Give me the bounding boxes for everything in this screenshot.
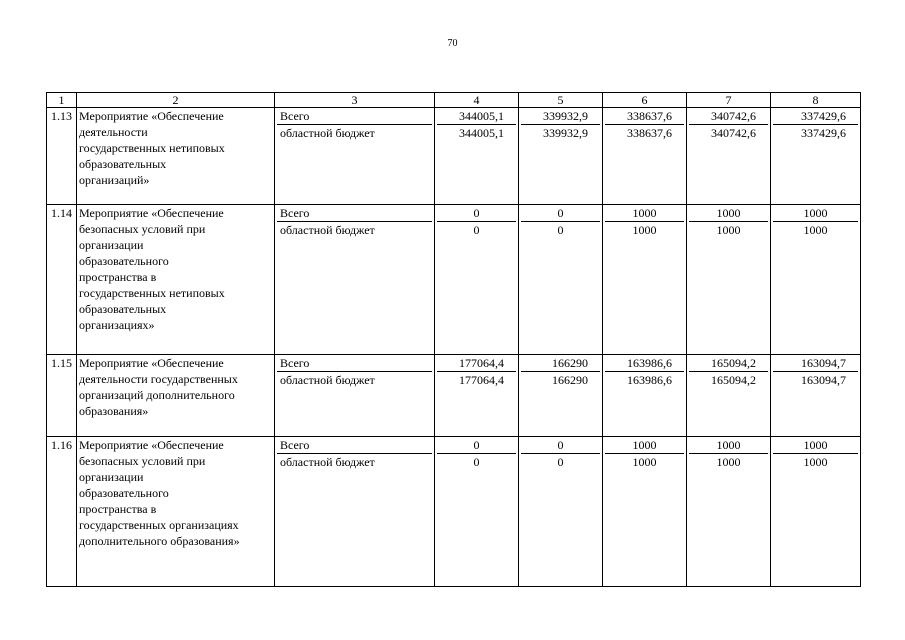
- table-row: [47, 437, 861, 587]
- value: 344005,1: [459, 126, 504, 140]
- funding-source-label: Всего: [277, 437, 432, 454]
- description-line: организаций дополнительного: [79, 388, 235, 402]
- value-cell-6: [603, 108, 687, 205]
- description-line: пространства в: [79, 502, 157, 516]
- header-cell: 3: [275, 93, 435, 108]
- value: 1000: [689, 437, 768, 454]
- value: 1000: [803, 223, 828, 237]
- funding-source-label: областной бюджет: [280, 126, 375, 140]
- value: 338637,6: [627, 126, 672, 140]
- measure-description: [77, 355, 275, 437]
- value: 163094,7: [773, 355, 858, 372]
- row-number: 1.13: [47, 108, 77, 205]
- header-cell: 4: [435, 93, 519, 108]
- description-line: образовательных: [79, 157, 167, 171]
- value: 177064,4: [459, 373, 504, 387]
- value: 337429,6: [801, 126, 846, 140]
- value-cell-5: [519, 437, 603, 587]
- value-cell-4: [435, 437, 519, 587]
- description-line: образовательного: [79, 254, 169, 268]
- description-line: образования»: [79, 404, 149, 418]
- description-line: организации: [79, 470, 144, 484]
- description-line: организациях»: [79, 318, 155, 332]
- row-number: 1.14: [47, 205, 77, 355]
- header-cell: 5: [519, 93, 603, 108]
- header-cell: 2: [77, 93, 275, 108]
- value: 0: [437, 205, 516, 222]
- funding-source-label: Всего: [277, 205, 432, 222]
- value: 1000: [773, 437, 858, 454]
- value-cell-5: [519, 108, 603, 205]
- funding-source-label: Всего: [277, 355, 432, 372]
- value: 344005,1: [437, 108, 516, 125]
- description-line: Мероприятие «Обеспечение: [79, 438, 224, 452]
- page-number: 70: [447, 38, 458, 49]
- value: 177064,4: [437, 355, 516, 372]
- value: 165094,2: [711, 373, 756, 387]
- description-line: дополнительного образования»: [79, 534, 240, 548]
- measure-description: [77, 205, 275, 355]
- table-row: [47, 205, 861, 355]
- value: 1000: [605, 437, 684, 454]
- value-cell-5: [519, 205, 603, 355]
- measure-description: [77, 108, 275, 205]
- table-row: [47, 355, 861, 437]
- description-line: пространства в: [79, 270, 157, 284]
- description-line: Мероприятие «Обеспечение: [79, 356, 224, 370]
- value-cell-8: [771, 205, 861, 355]
- value: 1000: [632, 455, 657, 469]
- value: 1000: [632, 223, 657, 237]
- value-cell-8: [771, 108, 861, 205]
- value: 337429,6: [773, 108, 858, 125]
- funding-source: [275, 205, 435, 355]
- value: 0: [557, 455, 564, 469]
- value-cell-6: [603, 355, 687, 437]
- description-line: деятельности: [79, 125, 148, 139]
- value: 0: [473, 223, 480, 237]
- value: 340742,6: [711, 126, 756, 140]
- value-cell-5: [519, 355, 603, 437]
- value-cell-7: [687, 205, 771, 355]
- description-line: образовательного: [79, 486, 169, 500]
- value-cell-8: [771, 355, 861, 437]
- value: 165094,2: [689, 355, 768, 372]
- funding-source-label: областной бюджет: [280, 223, 375, 237]
- value: 339932,9: [543, 126, 588, 140]
- value: 163094,7: [801, 373, 846, 387]
- table-row: [47, 108, 861, 205]
- value: 1000: [716, 223, 741, 237]
- value: 339932,9: [521, 108, 600, 125]
- funding-source: [275, 108, 435, 205]
- value-cell-4: [435, 355, 519, 437]
- value-cell-4: [435, 108, 519, 205]
- value-cell-7: [687, 437, 771, 587]
- value-cell-6: [603, 437, 687, 587]
- funding-source-label: областной бюджет: [280, 373, 375, 387]
- row-number: 1.16: [47, 437, 77, 587]
- value: 0: [473, 455, 480, 469]
- header-cell: 8: [771, 93, 861, 108]
- description-line: организаций»: [79, 173, 150, 187]
- value: 340742,6: [689, 108, 768, 125]
- funding-source: [275, 355, 435, 437]
- value: 0: [437, 437, 516, 454]
- description-line: образовательных: [79, 302, 167, 316]
- value: 338637,6: [605, 108, 684, 125]
- description-line: деятельности государственных: [79, 372, 238, 386]
- description-line: Мероприятие «Обеспечение: [79, 109, 224, 123]
- value: 1000: [689, 205, 768, 222]
- table-body: [47, 108, 861, 587]
- funding-source-label: областной бюджет: [280, 455, 375, 469]
- value: 0: [521, 205, 600, 222]
- description-line: государственных нетиповых: [79, 141, 225, 155]
- row-number: 1.15: [47, 355, 77, 437]
- value-cell-8: [771, 437, 861, 587]
- value-cell-7: [687, 108, 771, 205]
- description-line: Мероприятие «Обеспечение: [79, 206, 224, 220]
- value: 1000: [716, 455, 741, 469]
- header-cell: 6: [603, 93, 687, 108]
- description-line: организации: [79, 238, 144, 252]
- description-line: безопасных условий при: [79, 454, 206, 468]
- budget-table: [46, 92, 861, 587]
- value: 1000: [803, 455, 828, 469]
- description-line: безопасных условий при: [79, 222, 206, 236]
- value-cell-4: [435, 205, 519, 355]
- value-cell-7: [687, 355, 771, 437]
- value: 166290: [552, 373, 588, 387]
- header-cell: 1: [47, 93, 77, 108]
- value: 0: [557, 223, 564, 237]
- funding-source: [275, 437, 435, 587]
- description-line: государственных организациях: [79, 518, 239, 532]
- header-cell: 7: [687, 93, 771, 108]
- funding-source-label: Всего: [277, 108, 432, 125]
- value: 1000: [773, 205, 858, 222]
- measure-description: [77, 437, 275, 587]
- value-cell-6: [603, 205, 687, 355]
- value: 163986,6: [605, 355, 684, 372]
- value: 1000: [605, 205, 684, 222]
- description-line: государственных нетиповых: [79, 286, 225, 300]
- header-row: [47, 93, 861, 108]
- value: 163986,6: [627, 373, 672, 387]
- value: 0: [521, 437, 600, 454]
- value: 166290: [521, 355, 600, 372]
